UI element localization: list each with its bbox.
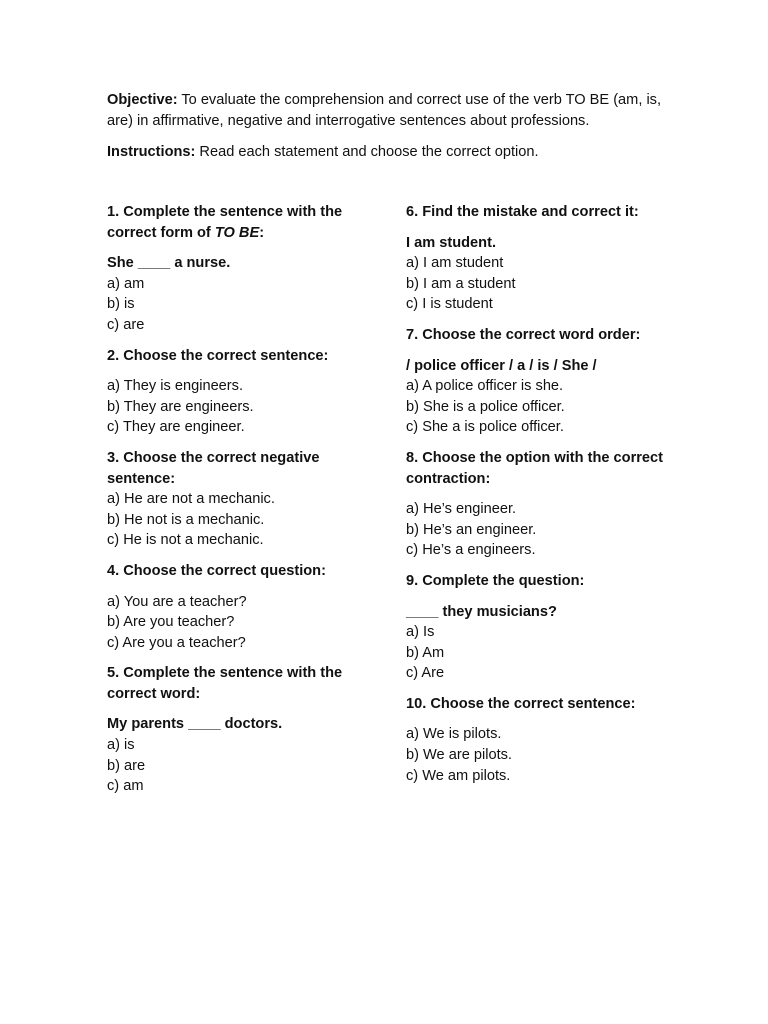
question-title: 4. Choose the correct question: [107, 562, 326, 579]
option-a[interactable]: a) He are not a mechanic. [107, 491, 275, 508]
question-3 [107, 448, 367, 551]
question-7 [406, 325, 666, 438]
question-10 [406, 694, 666, 786]
question-prompt: / police officer / a / is / She / [406, 357, 597, 374]
questions-right-column [406, 202, 666, 796]
question-title: 3. Choose the correct negative sentence: [107, 449, 320, 487]
option-a[interactable]: a) You are a teacher? [107, 593, 247, 610]
option-b[interactable]: b) She is a police officer. [406, 398, 565, 415]
option-a[interactable]: a) is [107, 737, 135, 754]
question-5 [107, 663, 367, 797]
question-prompt: She ____ a nurse. [107, 255, 231, 272]
option-a[interactable]: a) Is [406, 624, 435, 641]
question-6 [406, 202, 666, 315]
question-1 [107, 202, 367, 336]
objective-text: To evaluate the comprehension and correct use of the verb TO BE (am, is, are) in affirmative, negative and interrogative sentences about professions. [107, 92, 662, 129]
option-a[interactable]: a) am [107, 275, 145, 292]
question-title-suffix: : [259, 224, 265, 241]
option-a[interactable]: a) We is pilots. [406, 726, 502, 743]
option-a[interactable]: a) They is engineers. [107, 378, 244, 395]
question-title: 6. Find the mistake and correct it: [406, 204, 639, 220]
question-title: 2. Choose the correct sentence: [107, 347, 329, 364]
option-c[interactable]: c) He is not a mechanic. [107, 532, 264, 549]
option-a[interactable]: a) A police officer is she. [406, 378, 564, 395]
option-b[interactable]: b) Are you teacher? [107, 614, 235, 631]
objective-label: Objective: [107, 92, 178, 108]
question-title [107, 202, 367, 243]
option-c[interactable]: c) We am pilots. [406, 767, 511, 784]
option-c[interactable]: c) She a is police officer. [406, 419, 564, 436]
option-b[interactable]: b) He not is a mechanic. [107, 511, 265, 528]
question-9 [406, 571, 666, 684]
option-c[interactable]: c) Are [406, 665, 445, 682]
option-a[interactable]: a) He’s engineer. [406, 501, 517, 518]
question-title: 5. Complete the sentence with the correct word: [107, 665, 343, 702]
question-8 [406, 448, 666, 561]
questions-left-column [107, 202, 367, 807]
option-b[interactable]: b) I am a student [406, 275, 516, 292]
question-title: 8. Choose the option with the correct contraction: [406, 449, 664, 487]
question-prompt: ____ they musicians? [406, 603, 557, 620]
question-4 [107, 561, 367, 653]
question-title: 9. Complete the question: [406, 572, 585, 589]
instructions-label: Instructions: [107, 144, 196, 161]
option-a[interactable]: a) I am student [406, 255, 504, 272]
option-b[interactable]: b) He’s an engineer. [406, 521, 537, 538]
option-c[interactable]: c) am [107, 778, 144, 795]
worksheet [107, 90, 667, 795]
option-b[interactable]: b) is [107, 296, 135, 313]
option-b[interactable]: b) are [107, 757, 146, 774]
option-c[interactable]: c) He’s a engineers. [406, 542, 536, 559]
option-b[interactable]: b) We are pilots. [406, 747, 512, 764]
option-c[interactable]: c) They are engineer. [107, 419, 245, 436]
question-title-text: 1. Complete the sentence with the correct form of [107, 204, 343, 241]
option-b[interactable]: b) They are engineers. [107, 398, 254, 415]
question-title: 10. Choose the correct sentence: [406, 695, 636, 712]
objective-paragraph [107, 90, 667, 131]
option-b[interactable]: b) Am [406, 644, 445, 661]
option-c[interactable]: c) Are you a teacher? [107, 634, 246, 651]
option-c[interactable]: c) I is student [406, 296, 493, 313]
question-title: 7. Choose the correct word order: [406, 326, 641, 343]
intro-section [107, 90, 667, 163]
question-title-emphasis: TO BE [214, 224, 260, 241]
question-prompt: I am student. [406, 234, 497, 251]
instructions-paragraph [107, 142, 667, 163]
question-prompt: My parents ____ doctors. [107, 716, 283, 733]
question-2 [107, 346, 367, 438]
option-c[interactable]: c) are [107, 316, 145, 333]
instructions-text: Read each statement and choose the correct option. [195, 144, 539, 161]
